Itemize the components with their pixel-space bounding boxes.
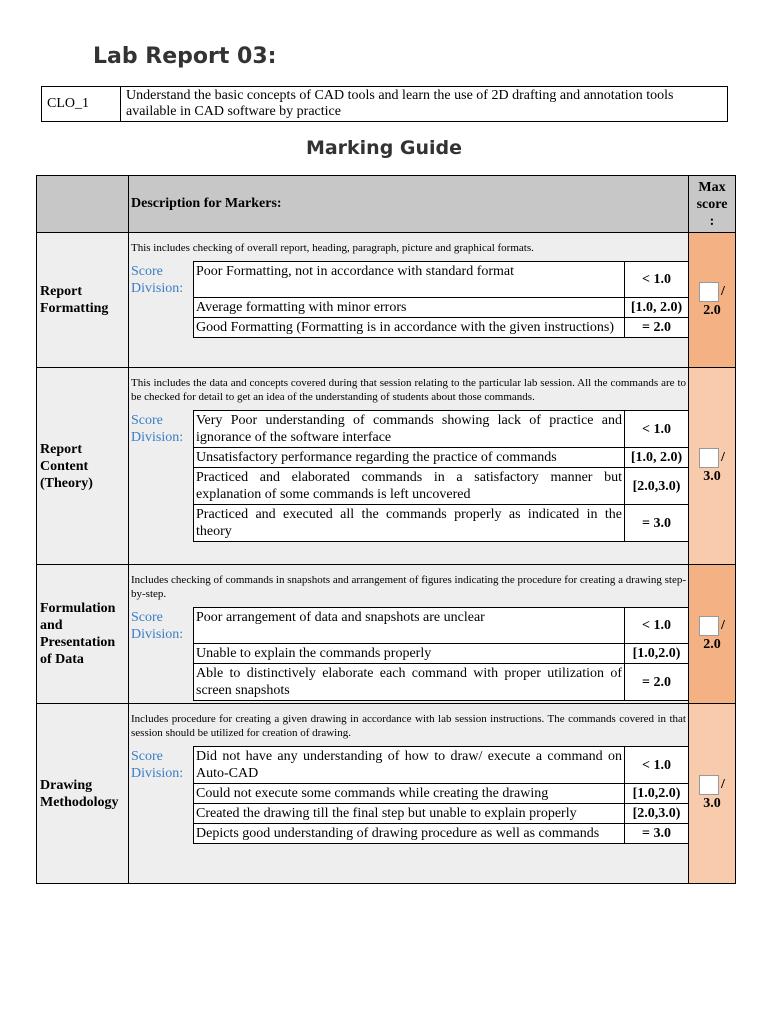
score-division-spacer (129, 448, 194, 468)
category-line: Presentation (40, 635, 116, 650)
marking-guide-table (36, 175, 736, 884)
score-division-spacer (129, 804, 194, 824)
score-label-line1: Score (131, 609, 163, 625)
criterion-text: Created the drawing till the final step but unable to explain properly (194, 804, 625, 824)
criterion-text: Average formatting with minor errors (194, 298, 625, 318)
max-score-value: 2.0 (703, 636, 721, 652)
score-row (129, 262, 688, 298)
section-category (37, 565, 129, 704)
header-max-line1: Max (698, 179, 726, 195)
max-score-value: 3.0 (703, 796, 721, 811)
section-row (37, 368, 736, 565)
section-intro: Includes checking of commands in snapshots and arrangement of figures indicating the procedure for creating a drawing step-by-step. (131, 574, 686, 600)
score-range: = 3.0 (625, 824, 689, 844)
score-range: [1.0,2.0) (625, 784, 689, 804)
category-line: Report (40, 284, 82, 299)
category-line: Formatting (40, 301, 109, 316)
max-score-cell (689, 233, 736, 368)
section-category (37, 233, 129, 368)
score-range: [1.0, 2.0) (625, 298, 689, 318)
score-label-line2: Division: (131, 626, 184, 642)
score-row (129, 664, 688, 701)
score-slash: / (721, 777, 725, 792)
score-row (129, 608, 688, 644)
score-slash: / (721, 617, 725, 633)
header-max-score (689, 176, 736, 233)
max-score-value: 3.0 (703, 468, 721, 484)
clo-code: CLO_1 (42, 87, 121, 122)
category-line: Methodology (40, 794, 119, 810)
score-input-box[interactable] (699, 448, 719, 468)
criterion-text: Did not have any understanding of how to draw/ execute a command on Auto-CAD (194, 747, 625, 784)
header-max-line3: : (709, 213, 715, 229)
score-division-spacer (129, 784, 194, 804)
section-description (129, 704, 689, 884)
score-label-line2: Division: (131, 765, 184, 781)
header-row (37, 176, 736, 233)
max-score-value: 2.0 (703, 302, 721, 318)
criterion-text: Unable to explain the commands properly (194, 644, 625, 664)
criterion-text: Poor Formatting, not in accordance with standard format (194, 262, 625, 298)
score-division-spacer (129, 468, 194, 505)
header-max-line2: score (696, 196, 728, 212)
criterion-text: Very Poor understanding of commands showing lack of practice and ignorance of the software interface (194, 411, 625, 448)
section-description (129, 368, 689, 565)
score-division-label (129, 747, 194, 784)
section-row (37, 233, 736, 368)
criterion-text: Good Formatting (Formatting is in accordance with the given instructions) (194, 318, 625, 338)
category-line: Formulation (40, 601, 116, 616)
score-label-line2: Division: (131, 429, 184, 445)
score-range: < 1.0 (625, 411, 689, 448)
score-division-table (129, 746, 688, 844)
max-score-cell (689, 368, 736, 565)
category-line: (Theory) (40, 475, 93, 491)
score-division-label (129, 608, 194, 644)
section-intro: Includes procedure for creating a given drawing in accordance with lab session instructions. The commands covered in that session should be utilized for creation of drawing. (131, 713, 686, 739)
header-blank-cell (37, 176, 129, 233)
criterion-text: Depicts good understanding of drawing procedure as well as commands (194, 824, 625, 844)
score-division-spacer (129, 505, 194, 542)
section-row (37, 704, 736, 884)
section-intro: This includes checking of overall report, heading, paragraph, picture and graphical formats. (131, 242, 534, 254)
score-input-box[interactable] (699, 282, 719, 302)
score-division-label (129, 411, 194, 448)
section-description (129, 565, 689, 704)
score-input-box[interactable] (699, 775, 719, 795)
score-row (129, 784, 688, 804)
score-row (129, 747, 688, 784)
criterion-text: Practiced and elaborated commands in a satisfactory manner but explanation of some commands is left uncovered (194, 468, 625, 505)
score-label-line1: Score (131, 748, 163, 764)
score-range: = 3.0 (625, 505, 689, 542)
criterion-text: Poor arrangement of data and snapshots are unclear (194, 608, 625, 644)
score-input-box[interactable] (699, 616, 719, 636)
score-division-spacer (129, 644, 194, 664)
criterion-text: Unsatisfactory performance regarding the practice of commands (194, 448, 625, 468)
score-row (129, 298, 688, 318)
criterion-text: Practiced and executed all the commands properly as indicated in the theory (194, 505, 625, 542)
criterion-text: Able to distinctively elaborate each command with proper utilization of screen snapshots (194, 664, 625, 701)
score-label-line1: Score (131, 412, 163, 428)
score-row (129, 505, 688, 542)
score-row (129, 804, 688, 824)
category-line: Drawing (40, 777, 93, 793)
score-row (129, 824, 688, 844)
marking-guide-title: Marking Guide (305, 137, 463, 159)
category-line: of Data (40, 652, 84, 667)
score-row (129, 411, 688, 448)
max-score-cell (689, 565, 736, 704)
section-row (37, 565, 736, 704)
score-row (129, 644, 688, 664)
clo-table (41, 86, 728, 122)
score-range: = 2.0 (625, 318, 689, 338)
clo-text: Understand the basic concepts of CAD tools and learn the use of 2D drafting and annotation tools available in CAD software by practice (121, 87, 728, 122)
header-description: Description for Markers: (129, 176, 689, 233)
section-intro: This includes the data and concepts covered during that session relating to the particular lab session. All the commands are to be checked for detail to get an idea of the understanding of students about those commands. (131, 377, 686, 403)
criterion-text: Could not execute some commands while creating the drawing (194, 784, 625, 804)
section-category (37, 704, 129, 884)
section-category (37, 368, 129, 565)
score-range: [2.0,3.0) (625, 468, 689, 505)
score-division-spacer (129, 298, 194, 318)
page-title: Lab Report 03: (93, 44, 277, 69)
score-row (129, 318, 688, 338)
score-range: [1.0, 2.0) (625, 448, 689, 468)
category-line: Report (40, 441, 82, 457)
score-slash: / (721, 449, 725, 465)
category-line: and (40, 618, 63, 633)
score-division-table (129, 410, 688, 542)
section-description (129, 233, 689, 368)
score-division-spacer (129, 318, 194, 338)
score-range: = 2.0 (625, 664, 689, 701)
score-division-spacer (129, 664, 194, 701)
category-line: Content (40, 458, 89, 474)
score-label-line1: Score (131, 263, 163, 279)
score-division-spacer (129, 824, 194, 844)
score-division-table (129, 261, 688, 338)
score-row (129, 468, 688, 505)
score-range: [2.0,3.0) (625, 804, 689, 824)
score-range: < 1.0 (625, 262, 689, 298)
score-division-table (129, 607, 688, 701)
score-label-line2: Division: (131, 280, 184, 296)
score-division-label (129, 262, 194, 298)
score-range: [1.0,2.0) (625, 644, 689, 664)
score-range: < 1.0 (625, 608, 689, 644)
score-slash: / (721, 283, 725, 299)
score-range: < 1.0 (625, 747, 689, 784)
score-row (129, 448, 688, 468)
max-score-cell (689, 704, 736, 884)
